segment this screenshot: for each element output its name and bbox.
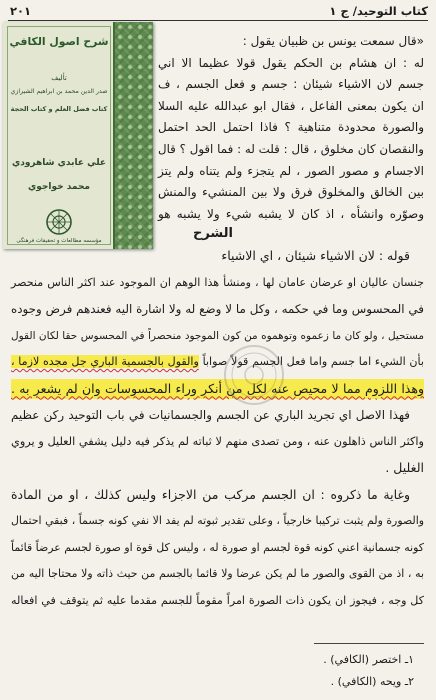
commentary-line (10, 591, 424, 611)
hadith-line-text: والصورة محدودة متناهية ؟ فاذا احتمل الحد احتمل (158, 120, 424, 135)
commentary-line (10, 326, 424, 346)
cover-editor (9, 158, 109, 169)
commentary-plain-text: بأن الشيء اما جسم واما فعل الجسم قولاً صواباً (202, 355, 424, 368)
header-rule (8, 20, 428, 21)
footnote-rule (314, 643, 424, 644)
cover-subtitle-text: كتاب فضل العلم و كتاب الحجة (10, 105, 108, 113)
commentary-line (10, 458, 424, 478)
hadith-line-text: ان يكون بمعنى الفاعل ، فقال ابو عبدالله عليه السلا (158, 98, 424, 113)
commentary-line-text: قوله : لان الاشياء شيئان ، اي الاشياء (221, 248, 410, 263)
footnote (150, 651, 414, 669)
footnote-text: ١ـ اختصر (الكافي) . (323, 653, 414, 666)
commentary-line-text: كونه جسمانية اعني كونه قوة لجسم او صورة له ، وليس كل قوة او صورة لجسم عرضاً قائماً (11, 540, 424, 554)
hadith-line-text: وصوّره وانشأه ، اذ كان لا يشبه شيء ولا يشبه هو (158, 206, 424, 221)
cover-editor-text: علي عابدي شاهرودي (11, 158, 107, 168)
highlighted-text: والقول بالجسمية الباري جل مجده لازما ، (10, 355, 199, 368)
cover-author-text: صدر الدين محمد بن ابراهيم الشيرازي (10, 88, 108, 95)
commentary-line (10, 246, 410, 266)
hadith-line-text: «قال سمعت يونس بن ظبيان يقول : (242, 34, 424, 48)
commentary-line-text: وغاية ما ذكروه : ان الجسم مركب من الاجزاء وليس كذلك ، او من المادة (11, 486, 410, 502)
commentary-line-text: واكثر الناس ذاهلون عنه ، ومن تصدى منهم لا ثباته لم يذكر فيه دليل يشفي العليل و يروي (11, 434, 424, 448)
commentary-line-text: به ، اذ من القوى والصور ما لم يكن عرضا ولا قائما بالجسم من حيث ذاته ولا محتاجا اليه من (11, 567, 424, 580)
cover-author-label (9, 74, 109, 82)
commentary-line (10, 485, 410, 505)
commentary-line-text: الغليل . (385, 460, 424, 475)
cover-editor (9, 182, 109, 193)
watermark-seal-icon (222, 343, 286, 407)
hadith-line-text: بين الخالق والمخلوق فرق ولا بين المنشيء والمنش (158, 185, 424, 200)
commentary-line (10, 299, 424, 319)
running-header-title: كتاب التوحيد/ ج ١ (329, 4, 428, 18)
commentary-line-text: مستحيل ، ولو كان ما زعموه وتوهموه من كون الموجود منحصراً في المحسوس حقا لكان القول (11, 329, 424, 342)
cover-text-panel (3, 22, 115, 249)
commentary-line (10, 432, 424, 452)
publisher-logo-icon (45, 208, 73, 236)
hadith-line-text: له : ان هشام بن الحكم يقول قولا عظيما الا اني (158, 55, 424, 70)
hadith-line (157, 53, 424, 73)
cover-author (9, 88, 109, 95)
commentary-line-text: فهذا الاصل اي تجريد الباري عن الجسم والجسمانيات في باب التوحيد ركن عظيم (11, 408, 410, 422)
commentary-line (10, 379, 424, 399)
hadith-line-text: والنقصان كان مخلوق ، قال : قلت له : فما اقول ؟ قال (158, 142, 424, 156)
hadith-line (157, 96, 424, 116)
cover-title (9, 36, 109, 49)
footnote (150, 673, 414, 691)
hadith-line-text: جسم لان الاشياء شيئان : جسم و فعل الجسم ، ف (158, 77, 424, 92)
cover-publisher (9, 238, 109, 245)
commentary-line-text: جنسان عاليان او عرضان عامان لها ، ومنشأ هذا الوهم ان الموجود عند اكثر الناس منحصر (11, 275, 424, 289)
commentary-line-text (11, 352, 424, 372)
cover-editor-text: محمد خواجوي (27, 182, 90, 192)
hadith-line (157, 139, 424, 159)
commentary-line (10, 564, 424, 584)
commentary-line-text: والصورة ولم يثبت تركيبا خارجياً ، وعلى تقدير ثبوته لم يفد الا نفي كونه جسماً ، فبقي احتمال (11, 514, 424, 527)
hadith-line (157, 31, 424, 51)
cover-publisher-text: مؤسسه مطالعات و تحقيقات فرهنگی (16, 238, 102, 244)
commentary-line (10, 273, 424, 293)
commentary-line (10, 405, 410, 425)
commentary-line (10, 511, 424, 531)
footnote-text: ٢ـ ويحه (الكافي) . (330, 675, 414, 688)
highlighted-text: وهذا اللزوم مما لا محيص عنه لكل من أنكر وراء المحسوسات وان لم يشعر به . (11, 379, 424, 399)
hadith-line (157, 117, 424, 137)
hadith-line (157, 161, 424, 181)
hadith-line-text: الاجسام و مصور الصور ، لم يتجزء ولم يتناه ولم يتز (158, 163, 424, 178)
book-cover-image (3, 22, 153, 249)
cover-ornament-band (113, 22, 153, 249)
cover-author-label-text: تأليف (51, 74, 67, 82)
commentary-line-text: كل وجه ، فيجوز ان يكون ذات الصورة امراً مقوماً للجسم مقدما عليه ثم يتوقف في افعاله (11, 593, 424, 607)
hadith-line (157, 182, 424, 202)
commentary-heading: الشرح (192, 226, 233, 241)
commentary-line (10, 538, 424, 558)
hadith-line (157, 204, 424, 224)
page-number: ٢٠١ (10, 4, 32, 18)
cover-subtitle (9, 106, 109, 114)
cover-title-text: شرح اصول الكافي (9, 35, 109, 48)
commentary-line (10, 352, 424, 372)
commentary-line-text: في المحسوس وما في حكمه ، وكل ما لا وضع له ولا اشارة اليه فعندهم فرض وجوده (11, 302, 424, 316)
hadith-line (157, 74, 424, 94)
